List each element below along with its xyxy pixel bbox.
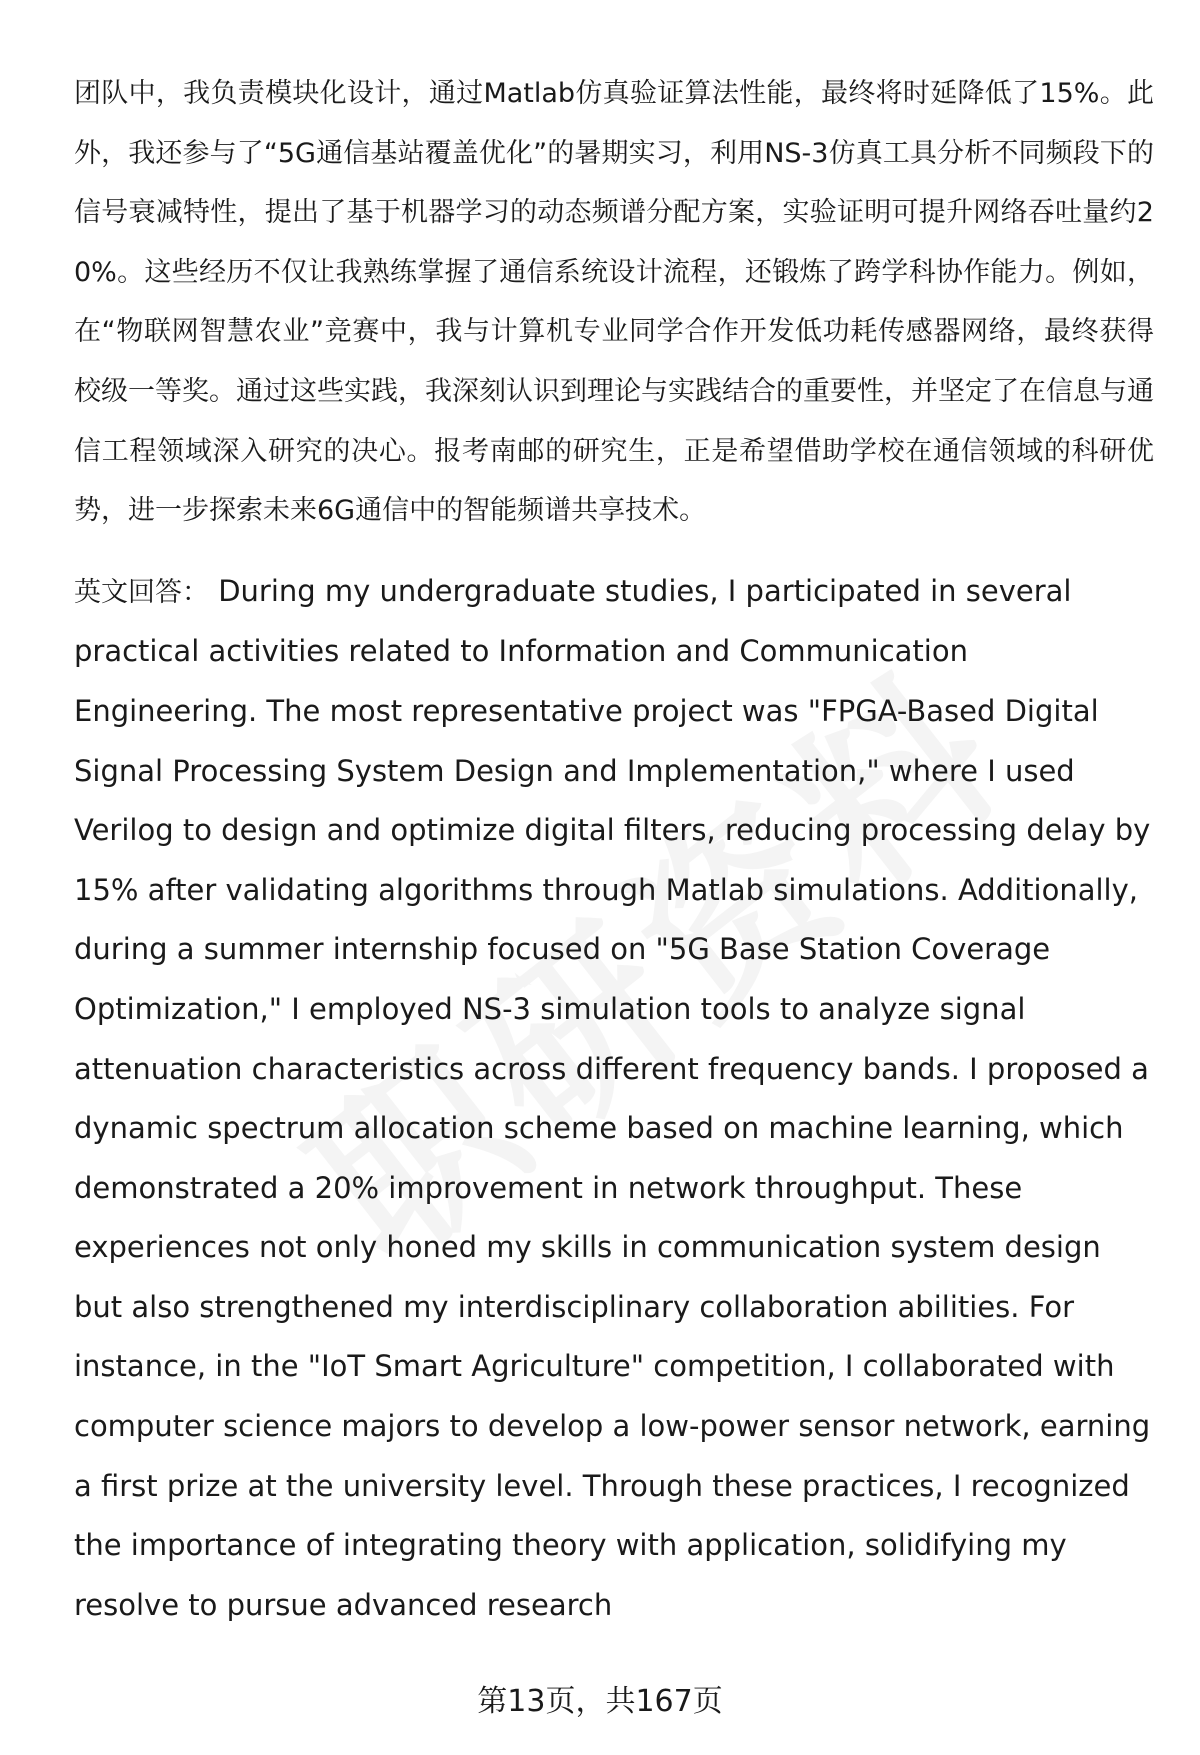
english-answer-label: 英文回答： (74, 576, 209, 608)
english-answer-paragraph (74, 562, 1154, 1636)
chinese-answer-paragraph: 团队中，我负责模块化设计，通过Matlab仿真验证算法性能，最终将时延降低了15%。此外，我还参与了“5G通信基站覆盖优化”的暑期实习，利用NS-3仿真工具分析不同频段下的信号衰减特性，提出了基于机器学习的动态频谱分配方案，实验证明可提升网络吞吐量约20%。这些经历不仅让我熟练掌握了通信系统设计流程，还锻炼了跨学科协作能力。例如，在“物联网智慧农业”竞赛中，我与计算机专业同学合作开发低功耗传感器网络，最终获得校级一等奖。通过这些实践，我深刻认识到理论与实践结合的重要性，并坚定了在信息与通信工程领域深入研究的决心。报考南邮的研究生，正是希望借助学校在通信领域的科研优势，进一步探索未来6G通信中的智能频谱共享技术。 (74, 78, 1154, 527)
document-body (74, 64, 1154, 1635)
english-answer-text: During my undergraduate studies, I participated in several practical activities related to Information and Communication Engineering. The most representative project was "FPGA-Based Digital Signal Processing System Design and Implementation," where I used Verilog to design and optimize digital filters, reducing processing delay by 15% after validating algorithms through Matlab simulations. Additionally, during a summer internship focused on "5G Base Station Coverage Optimization," I employed NS-3 simulation tools to analyze signal attenuation characteristics across different frequency bands. I proposed a dynamic spectrum allocation scheme based on machine learning, which demonstrated a 20% improvement in network throughput. These experiences not only honed my skills in communication system design but also strengthened my interdisciplinary collaboration abilities. For instance, in the "IoT Smart Agriculture" competition, I collaborated with computer science majors to develop a low-power sensor network, earning a first prize at the university level. Through these practices, I recognized the importance of integrating theory with application, solidifying my resolve to pursue advanced research (74, 573, 1151, 1622)
page-number-footer: 第13页，共167页 (477, 1684, 723, 1719)
